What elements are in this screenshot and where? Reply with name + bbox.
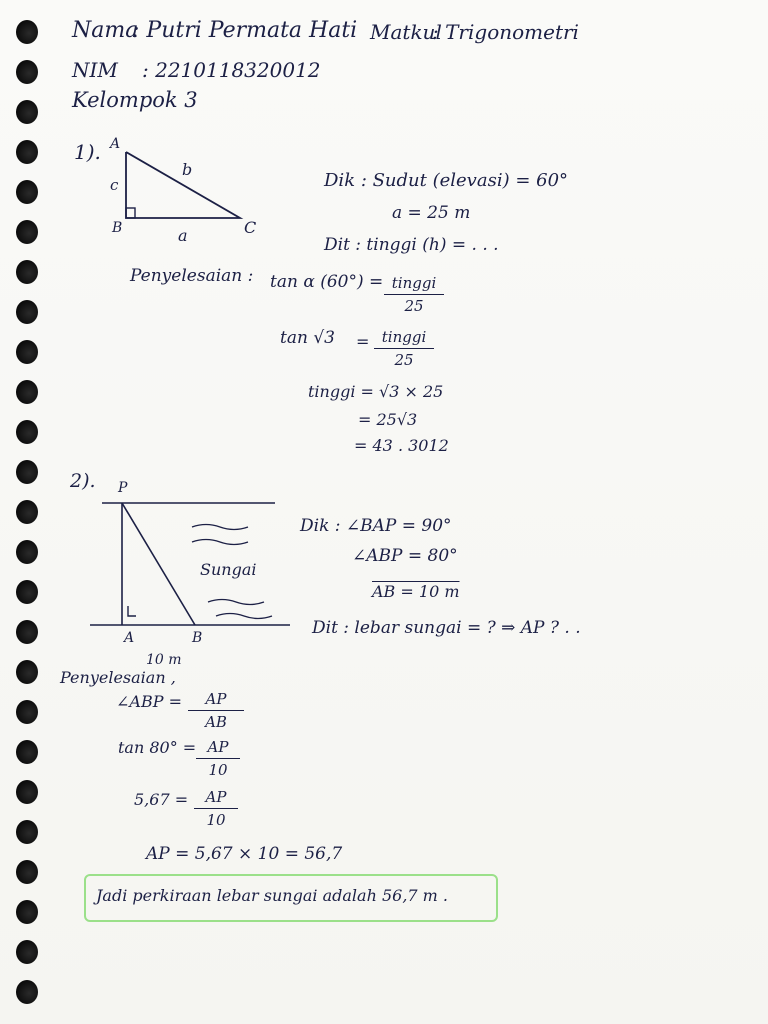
problem2-side-bp — [122, 503, 195, 625]
nim-value: : 2210118320012 — [142, 58, 321, 82]
matkul-label: Matkul — [370, 20, 442, 44]
fraction-denominator: AB — [205, 713, 227, 731]
problem2-dik-abp: ∠ABP = 80° — [352, 546, 458, 566]
problem2-eq1-fraction — [188, 690, 244, 731]
conclusion-text: Jadi perkiraan lebar sungai adalah 56,7 m . — [96, 886, 449, 905]
problem2-eq3-left: 5,67 = — [134, 790, 189, 809]
problem2-dik-bap: Dik : ∠BAP = 90° — [300, 516, 452, 536]
fraction-numerator: AP — [194, 788, 238, 809]
nim-label: NIM — [72, 58, 118, 82]
river-wave-icon — [192, 540, 248, 545]
problem2-right-angle-mark — [128, 606, 136, 616]
problem2-base-length: 10 m — [146, 652, 182, 668]
problem1-step3: tinggi = √3 × 25 — [308, 382, 444, 401]
problem1-step5: = 43 . 3012 — [354, 436, 449, 455]
fraction-denominator: 25 — [394, 351, 414, 369]
problem1-side-c: c — [110, 176, 119, 194]
problem1-number: 1). — [74, 140, 101, 164]
river-label: Sungai — [200, 560, 257, 579]
problem2-dik-ab: AB = 10 m — [372, 582, 460, 601]
problem1-dik-a: a = 25 m — [392, 203, 471, 223]
problem1-step1-left: tan α (60°) = — [270, 272, 384, 292]
problem2-vertex-p: P — [118, 480, 128, 496]
problem1-step2-fraction — [374, 328, 434, 369]
problem1-vertex-a: A — [110, 136, 121, 152]
problem1-dik-sudut: Dik : Sudut (elevasi) = 60° — [324, 170, 569, 191]
problem1-side-a: a — [178, 226, 188, 245]
problem1-step4: = 25√3 — [358, 410, 418, 429]
problem1-dit: Dit : tinggi (h) = . . . — [324, 235, 499, 255]
problem1-vertex-b: B — [112, 220, 123, 236]
problem2-number: 2). — [70, 470, 96, 492]
river-wave-icon — [208, 600, 264, 605]
problem2-vertex-b: B — [192, 630, 203, 646]
river-wave-icon — [192, 525, 248, 530]
fraction-numerator: AP — [188, 690, 244, 711]
problem1-step1-fraction — [384, 274, 444, 315]
problem2-eq3-fraction — [194, 788, 238, 829]
problem1-penyelesaian-label: Penyelesaian : — [130, 266, 254, 286]
fraction-denominator: 25 — [404, 297, 424, 315]
river-wave-icon — [216, 614, 272, 619]
nama-value: : Putri Permata Hati — [132, 18, 358, 43]
fraction-numerator: tinggi — [384, 274, 444, 295]
kelompok-label: Kelompok 3 — [72, 88, 198, 112]
problem2-eq1-left: ∠ABP = — [116, 692, 182, 711]
problem2-eq2-fraction — [196, 738, 240, 779]
matkul-value: : Trigonometri — [432, 20, 579, 44]
problem2-vertex-a: A — [124, 630, 135, 646]
fraction-numerator: tinggi — [374, 328, 434, 349]
fraction-denominator: 10 — [206, 811, 226, 829]
problem1-step2-left: tan √3 — [280, 328, 335, 348]
problem2-penyelesaian-label: Penyelesaian , — [60, 668, 176, 687]
problem1-right-angle-mark — [126, 208, 135, 218]
nama-label: Nama — [72, 18, 139, 43]
problem2-eq4: AP = 5,67 × 10 = 56,7 — [146, 844, 343, 864]
fraction-denominator: 10 — [208, 761, 228, 779]
problem2-eq2-left: tan 80° = — [118, 738, 197, 757]
fraction-numerator: AP — [196, 738, 240, 759]
problem1-step2-equals: = — [356, 332, 370, 351]
problem2-dit: Dit : lebar sungai = ? ⇒ AP ? . . — [312, 618, 581, 638]
problem1-side-b: b — [182, 160, 193, 179]
problem1-vertex-c: C — [244, 218, 257, 237]
